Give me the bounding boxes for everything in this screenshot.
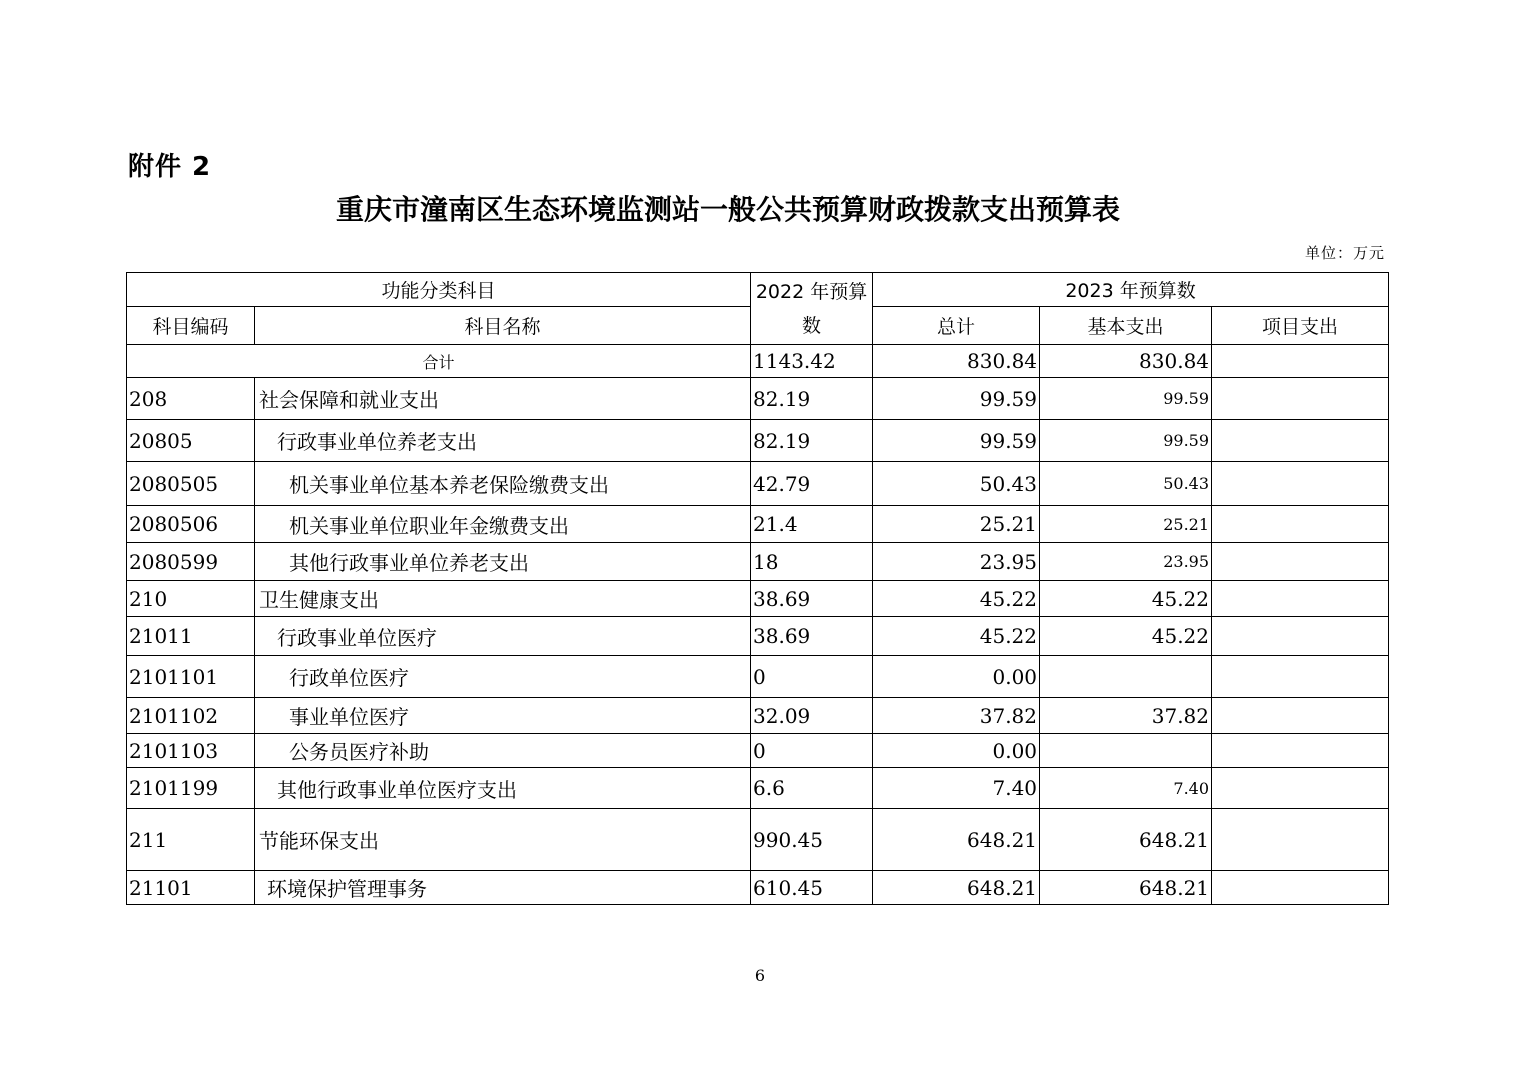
total-value: 99.59 (873, 420, 1040, 462)
budget-2022-value: 32.09 (751, 698, 873, 734)
subject-code: 2080599 (127, 543, 255, 581)
subject-name: 节能环保支出 (255, 809, 751, 871)
budget-2022-value: 38.69 (751, 617, 873, 656)
table-row (127, 871, 1389, 905)
table-row (127, 656, 1389, 698)
budget-2022-value: 18 (751, 543, 873, 581)
table-row (127, 734, 1389, 768)
basic-value: 45.22 (1040, 581, 1212, 617)
header-project-expenditure: 项目支出 (1212, 307, 1389, 345)
subject-code: 21101 (127, 871, 255, 905)
project-value (1212, 617, 1389, 656)
subject-name: 行政事业单位养老支出 (255, 420, 751, 462)
budget-2022-value: 990.45 (751, 809, 873, 871)
project-value (1212, 420, 1389, 462)
table-row (127, 506, 1389, 543)
page-number: 6 (754, 966, 766, 985)
total-value: 99.59 (873, 378, 1040, 420)
table-row (127, 617, 1389, 656)
subject-name: 机关事业单位基本养老保险缴费支出 (255, 462, 751, 506)
project-value (1212, 378, 1389, 420)
basic-value: 25.21 (1040, 506, 1212, 543)
table-row (127, 581, 1389, 617)
basic-value: 648.21 (1040, 871, 1212, 905)
subject-code: 20805 (127, 420, 255, 462)
budget-2022-value: 82.19 (751, 420, 873, 462)
subject-code: 2080505 (127, 462, 255, 506)
budget-2022-value: 0 (751, 734, 873, 768)
subject-name: 卫生健康支出 (255, 581, 751, 617)
table-row (127, 543, 1389, 581)
total-value: 648.21 (873, 871, 1040, 905)
basic-value: 99.59 (1040, 378, 1212, 420)
header-budget-2022: 2022 年预算数 (751, 273, 873, 345)
project-value (1212, 462, 1389, 506)
header-row-1 (127, 273, 1389, 307)
project-value (1212, 506, 1389, 543)
basic-value: 23.95 (1040, 543, 1212, 581)
header-subject-name: 科目名称 (255, 307, 751, 345)
project-value (1212, 809, 1389, 871)
budget-2022-value: 0 (751, 656, 873, 698)
subject-code: 2080506 (127, 506, 255, 543)
basic-value: 45.22 (1040, 617, 1212, 656)
subject-code: 2101103 (127, 734, 255, 768)
basic-value: 37.82 (1040, 698, 1212, 734)
project-value (1212, 698, 1389, 734)
total-value: 45.22 (873, 581, 1040, 617)
subject-code: 211 (127, 809, 255, 871)
subject-code: 210 (127, 581, 255, 617)
subject-name: 行政单位医疗 (255, 656, 751, 698)
unit-label: 单位：万元 (1304, 244, 1385, 262)
basic-value: 50.43 (1040, 462, 1212, 506)
project-value (1212, 581, 1389, 617)
total-value: 37.82 (873, 698, 1040, 734)
subject-name: 其他行政事业单位养老支出 (255, 543, 751, 581)
budget-2022-value: 38.69 (751, 581, 873, 617)
subject-name: 机关事业单位职业年金缴费支出 (255, 506, 751, 543)
total-value: 45.22 (873, 617, 1040, 656)
basic-value: 99.59 (1040, 420, 1212, 462)
table-row (127, 420, 1389, 462)
table-row (127, 768, 1389, 809)
subject-name: 事业单位医疗 (255, 698, 751, 734)
basic-value (1040, 656, 1212, 698)
total-value: 0.00 (873, 656, 1040, 698)
project-value (1212, 656, 1389, 698)
total-total: 830.84 (873, 345, 1040, 378)
project-value (1212, 543, 1389, 581)
total-value: 648.21 (873, 809, 1040, 871)
budget-table (126, 272, 1389, 905)
table-row (127, 462, 1389, 506)
project-value (1212, 871, 1389, 905)
budget-2022-value: 21.4 (751, 506, 873, 543)
subject-name: 社会保障和就业支出 (255, 378, 751, 420)
header-budget-2023: 2023 年预算数 (873, 273, 1389, 307)
total-budget-2022: 1143.42 (751, 345, 873, 378)
attachment-label: 附件 2 (128, 152, 212, 182)
budget-2022-value: 6.6 (751, 768, 873, 809)
subject-name: 环境保护管理事务 (255, 871, 751, 905)
total-label: 合计 (127, 345, 751, 378)
header-basic-expenditure: 基本支出 (1040, 307, 1212, 345)
total-basic: 830.84 (1040, 345, 1212, 378)
subject-code: 21011 (127, 617, 255, 656)
total-value: 23.95 (873, 543, 1040, 581)
subject-code: 2101102 (127, 698, 255, 734)
subject-name: 其他行政事业单位医疗支出 (255, 768, 751, 809)
basic-value (1040, 734, 1212, 768)
subject-name: 公务员医疗补助 (255, 734, 751, 768)
budget-2022-value: 610.45 (751, 871, 873, 905)
total-value: 25.21 (873, 506, 1040, 543)
header-functional-category: 功能分类科目 (127, 273, 751, 307)
subject-code: 2101101 (127, 656, 255, 698)
header-total: 总计 (873, 307, 1040, 345)
basic-value: 648.21 (1040, 809, 1212, 871)
budget-2022-value: 82.19 (751, 378, 873, 420)
project-value (1212, 734, 1389, 768)
header-subject-code: 科目编码 (127, 307, 255, 345)
total-value: 0.00 (873, 734, 1040, 768)
total-project (1212, 345, 1389, 378)
total-value: 50.43 (873, 462, 1040, 506)
total-row (127, 345, 1389, 378)
subject-name: 行政事业单位医疗 (255, 617, 751, 656)
table-row (127, 698, 1389, 734)
project-value (1212, 768, 1389, 809)
table-row (127, 378, 1389, 420)
budget-2022-value: 42.79 (751, 462, 873, 506)
subject-code: 2101199 (127, 768, 255, 809)
table-row (127, 809, 1389, 871)
subject-code: 208 (127, 378, 255, 420)
total-value: 7.40 (873, 768, 1040, 809)
basic-value: 7.40 (1040, 768, 1212, 809)
page-title: 重庆市潼南区生态环境监测站一般公共预算财政拨款支出预算表 (335, 193, 1120, 226)
